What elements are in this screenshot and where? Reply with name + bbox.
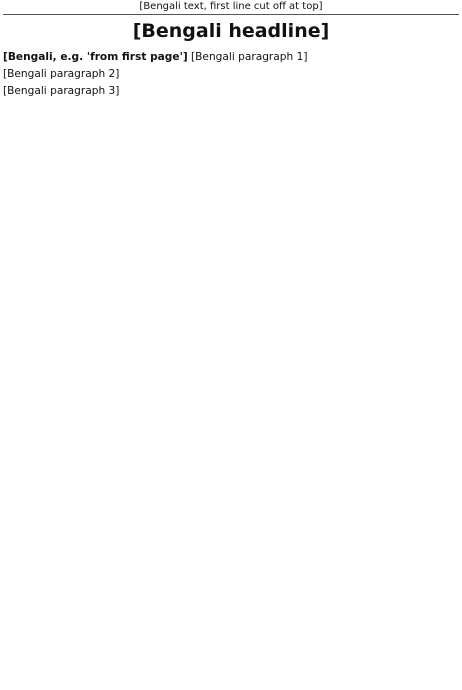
article-headline: [Bengali headline] (132, 20, 330, 42)
continuation-marker: [Bengali, e.g. 'from first page'] (3, 51, 188, 63)
article-paragraph: [Bengali paragraph 2] (3, 67, 120, 80)
article-paragraph (3, 49, 459, 66)
article-body (3, 49, 459, 100)
paragraph-text: [Bengali paragraph 1] (191, 51, 308, 63)
previous-line-cutoff: [Bengali text, first line cut off at top] (3, 0, 459, 15)
article-paragraph: [Bengali paragraph 3] (3, 84, 120, 97)
